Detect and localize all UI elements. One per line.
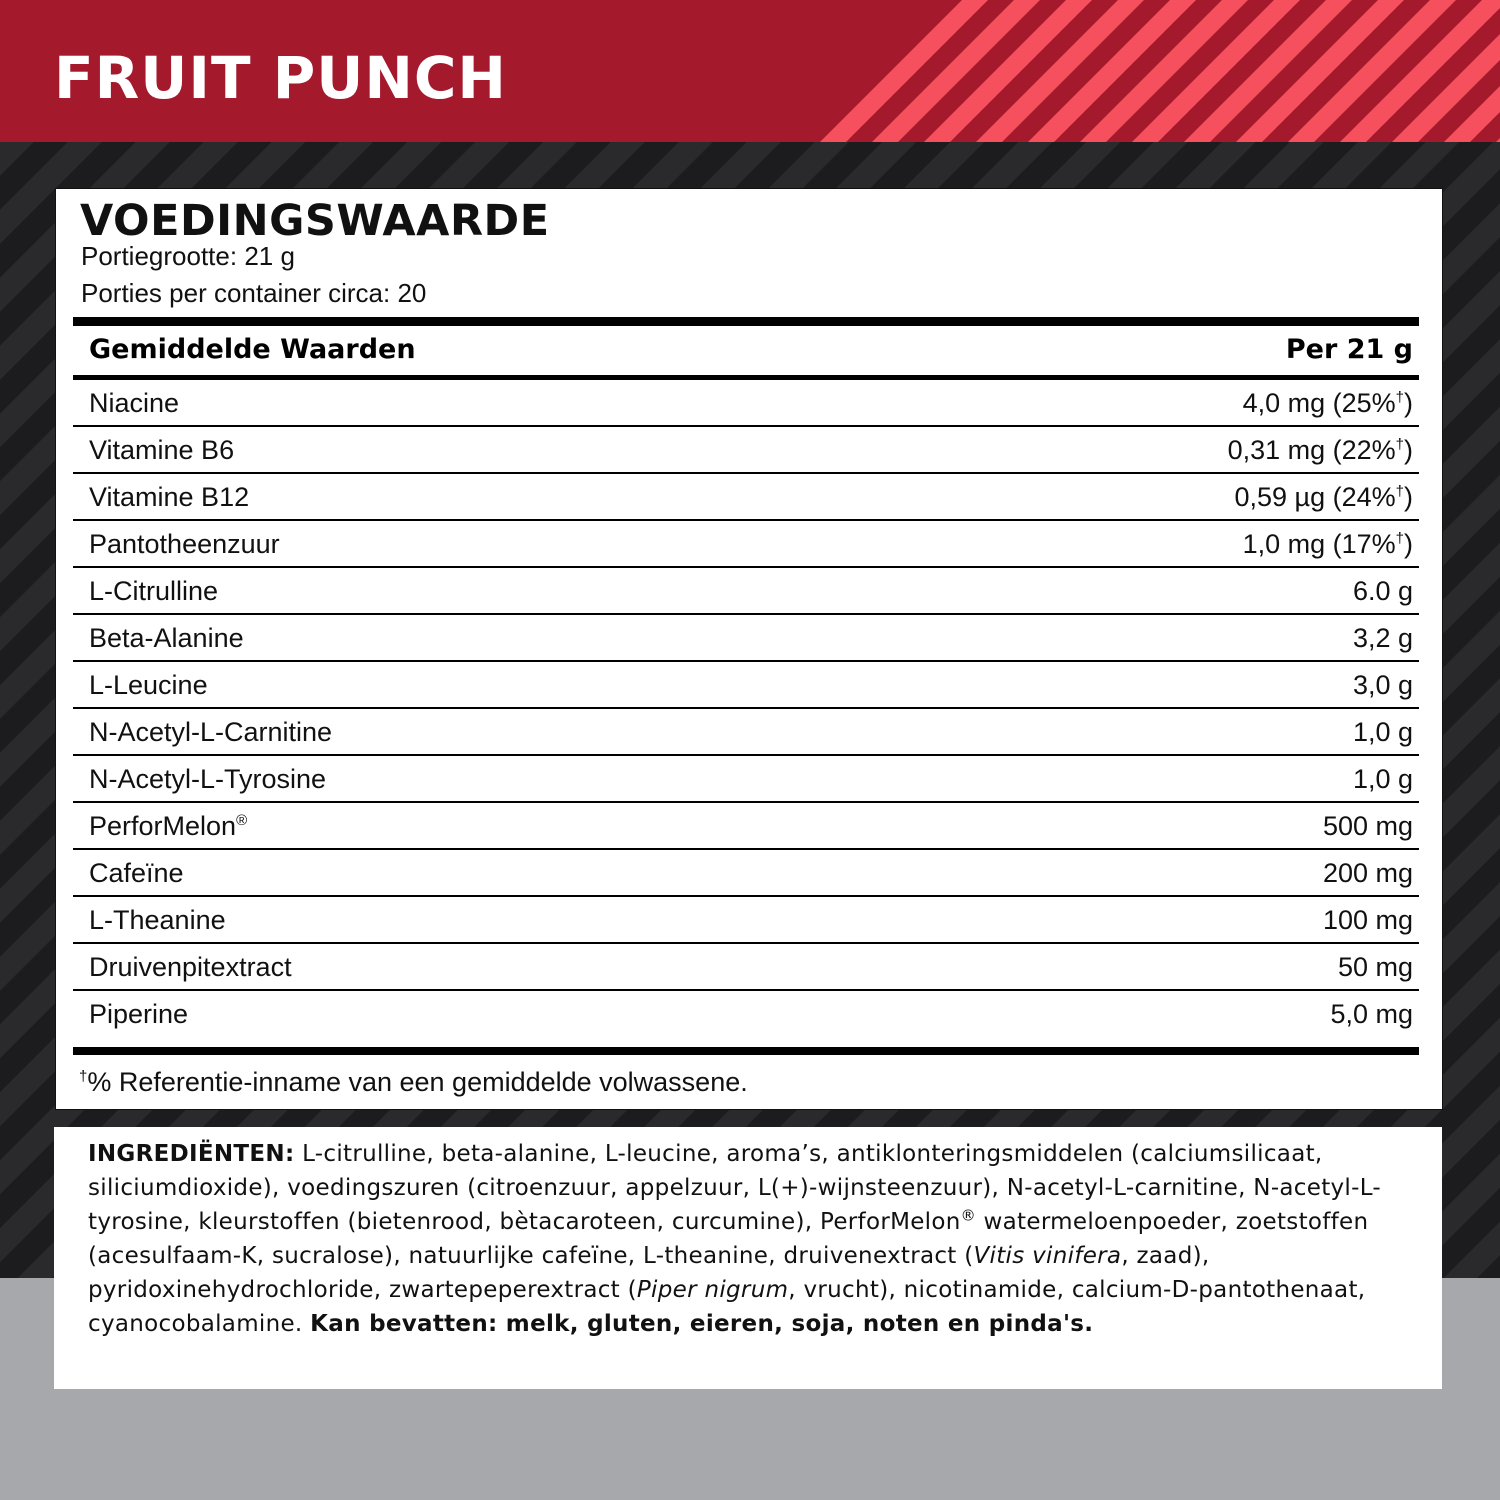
- nutrition-rows: [73, 380, 1419, 1036]
- dagger-mark: †: [1395, 483, 1404, 500]
- row-value: 3,0 g: [1352, 670, 1413, 700]
- table-row: [73, 756, 1419, 803]
- table-row: [73, 615, 1419, 662]
- registered-mark: ®: [236, 812, 248, 829]
- table-row: [73, 474, 1419, 521]
- row-name: N-Acetyl-L-Carnitine: [89, 717, 333, 747]
- table-row: [73, 427, 1419, 474]
- row-value: 0,59 µg (24%†): [1234, 482, 1413, 512]
- table-row: [73, 850, 1419, 897]
- table-row: [73, 944, 1419, 991]
- row-value: 1,0 g: [1352, 764, 1413, 794]
- row-value: 5,0 mg: [1330, 999, 1413, 1029]
- footnote: †% Referentie-inname van een gemiddelde volwassene.: [79, 1067, 748, 1097]
- row-name: L-Leucine: [89, 670, 208, 700]
- thick-divider: [73, 317, 1419, 326]
- flavor-header: [0, 0, 1500, 142]
- table-row: [73, 380, 1419, 427]
- serving-size: Portiegrootte: 21 g: [81, 241, 295, 271]
- dagger-mark: †: [1395, 389, 1404, 406]
- row-value: 1,0 mg (17%†): [1242, 529, 1413, 559]
- column-header-label: Gemiddelde Waarden: [89, 334, 416, 365]
- table-row: [73, 568, 1419, 615]
- row-name: N-Acetyl-L-Tyrosine: [89, 764, 327, 794]
- bottom-divider: [73, 1047, 1419, 1055]
- row-value: 50 mg: [1337, 952, 1413, 982]
- ingredients-panel: [54, 1127, 1442, 1389]
- row-name: PerforMelon®: [89, 811, 248, 841]
- nutrition-facts-panel: [55, 188, 1443, 1110]
- table-row: [73, 991, 1419, 1036]
- row-value: 200 mg: [1322, 858, 1413, 888]
- row-name: Beta-Alanine: [89, 623, 244, 653]
- row-name: Vitamine B12: [89, 482, 250, 512]
- ingredients-text: INGREDIËNTEN: L-citrulline, beta-alanine, L-leucine, aroma’s, antiklonteringsmiddelen (calciumsilicaat, siliciumdioxide), voedingszuren (citroenzuur, appelzuur, L(+)-wijnsteenzuur), N-acetyl-L-carnitine, N-acetyl-L-tyrosine, kleurstoffen (bietenrood, bètacaroteen, curcumine), PerforMelon® watermeloenpoeder, zoetstoffen (acesulfaam-K, sucralose), natuurlijke cafeïne, L-theanine, druivenextract (Vitis vinifera, zaad), pyridoxinehydrochloride, zwartepeperextract (Piper nigrum, vrucht), nicotinamide, calcium-D-pantothenaat, cyanocobalamine. Kan bevatten: melk, gluten, eieren, soja, noten en pinda's.: [88, 1141, 1382, 1337]
- row-name: L-Theanine: [89, 905, 226, 935]
- flavor-title: FRUIT PUNCH: [54, 44, 507, 112]
- table-row: [73, 897, 1419, 944]
- allergen-warning: Kan bevatten: melk, gluten, eieren, soja, noten en pinda's.: [310, 1311, 1094, 1337]
- column-header-value: Per 21 g: [1285, 334, 1413, 365]
- table-header: [73, 326, 1419, 375]
- registered-mark: ®: [960, 1206, 976, 1225]
- row-name: Pantotheenzuur: [89, 529, 280, 559]
- table-row: [73, 521, 1419, 568]
- row-name: Vitamine B6: [89, 435, 235, 465]
- row-value: 3,2 g: [1352, 623, 1413, 653]
- row-name: Druivenpitextract: [89, 952, 292, 982]
- latin-name: Piper nigrum: [636, 1277, 789, 1303]
- nutrition-title: VOEDINGSWAARDE: [80, 196, 550, 246]
- row-value: 100 mg: [1322, 905, 1413, 935]
- table-row: [73, 803, 1419, 850]
- dagger-mark: †: [1395, 436, 1404, 453]
- dagger-mark: †: [79, 1068, 88, 1085]
- header-stripe: [1496, 0, 1500, 142]
- latin-name: Vitis vinifera: [973, 1243, 1122, 1269]
- dagger-mark: †: [1395, 530, 1404, 547]
- table-row: [73, 662, 1419, 709]
- row-name: Piperine: [89, 999, 189, 1029]
- row-value: 4,0 mg (25%†): [1242, 388, 1413, 418]
- row-value: 500 mg: [1322, 811, 1413, 841]
- row-value: 6.0 g: [1352, 576, 1413, 606]
- row-name: Cafeïne: [89, 858, 184, 888]
- servings-per-container: Porties per container circa: 20: [81, 278, 427, 308]
- row-name: Niacine: [89, 388, 180, 418]
- row-value: 1,0 g: [1352, 717, 1413, 747]
- ingredients-label: INGREDIËNTEN:: [88, 1141, 295, 1167]
- row-name: L-Citrulline: [89, 576, 219, 606]
- table-row: [73, 709, 1419, 756]
- row-value: 0,31 mg (22%†): [1227, 435, 1413, 465]
